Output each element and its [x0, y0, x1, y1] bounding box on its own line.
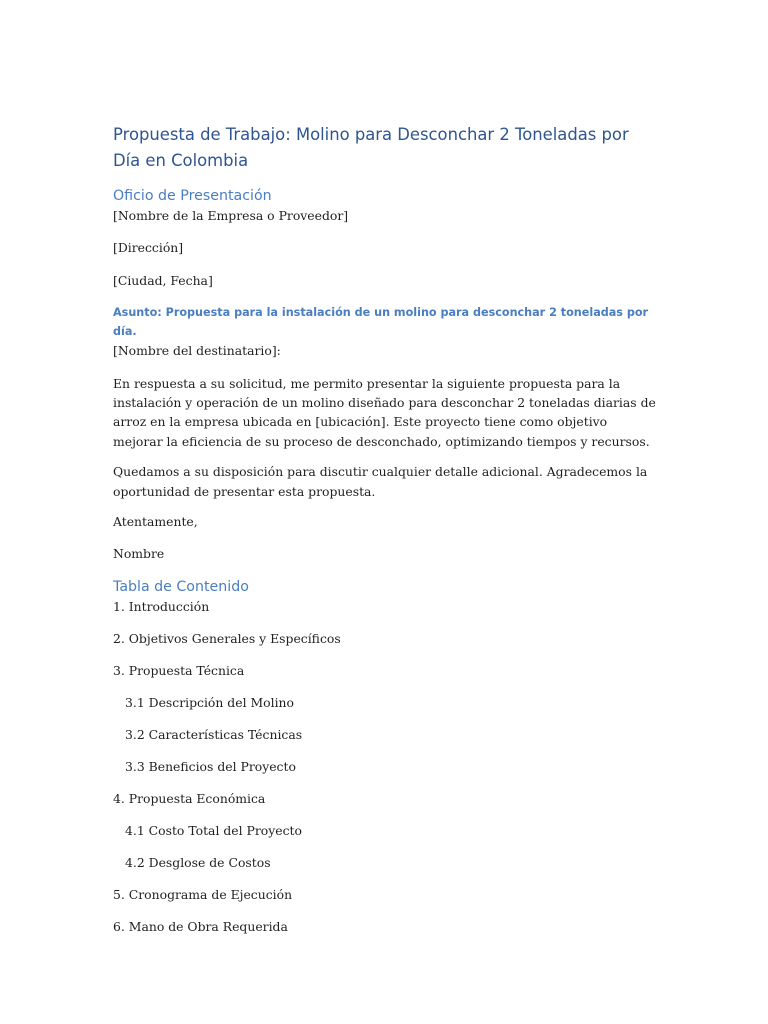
- toc-subitem: 3.3 Beneficios del Proyecto: [125, 758, 296, 774]
- toc-item: 3. Propuesta Técnica: [113, 662, 245, 678]
- document-title: Propuesta de Trabajo: Molino para Desconchar 2 Toneladas por Día en Colombia: [113, 125, 629, 170]
- document-page: [113, 122, 658, 949]
- address: [Dirección]: [113, 240, 184, 256]
- recipient: [Nombre del destinatario]:: [113, 343, 281, 359]
- signature: Nombre: [113, 546, 165, 562]
- company-name: [Nombre de la Empresa o Proveedor]: [113, 208, 349, 223]
- table-of-contents: [113, 597, 658, 936]
- toc-heading: Tabla de Contenido: [113, 578, 249, 595]
- closing: Atentamente,: [113, 514, 198, 530]
- toc-item: 6. Mano de Obra Requerida: [113, 918, 288, 934]
- toc-item: 5. Cronograma de Ejecución: [113, 886, 293, 902]
- body-paragraph: Quedamos a su disposición para discutir cualquier detalle adicional. Agradecemos la oportunidad de presentar esta propuesta.: [113, 464, 648, 499]
- body-paragraph: En respuesta a su solicitud, me permito presentar la siguiente propuesta para la instalación y operación de un molino diseñado para desconchar 2 toneladas diarias de arroz en la empresa ubicada en [ubicación]. Este proyecto tiene como objetivo mejorar la eficiencia de su proceso de desconchado, optimizando tiempos y recursos.: [113, 375, 656, 449]
- toc-subitem: 3.2 Características Técnicas: [125, 726, 303, 742]
- toc-subitem: 4.1 Costo Total del Proyecto: [125, 822, 302, 838]
- subject-line: Asunto: Propuesta para la instalación de un molino para desconchar 2 toneladas por día.: [113, 306, 649, 339]
- presentation-heading: Oficio de Presentación: [113, 188, 272, 204]
- toc-subitem: 3.1 Descripción del Molino: [125, 694, 294, 710]
- toc-item: 4. Propuesta Económica: [113, 790, 266, 806]
- city-date: [Ciudad, Fecha]: [113, 272, 213, 288]
- toc-item: 2. Objetivos Generales y Específicos: [113, 630, 341, 646]
- toc-item: 1. Introducción: [113, 598, 210, 614]
- toc-subitem: 4.2 Desglose de Costos: [125, 854, 271, 870]
